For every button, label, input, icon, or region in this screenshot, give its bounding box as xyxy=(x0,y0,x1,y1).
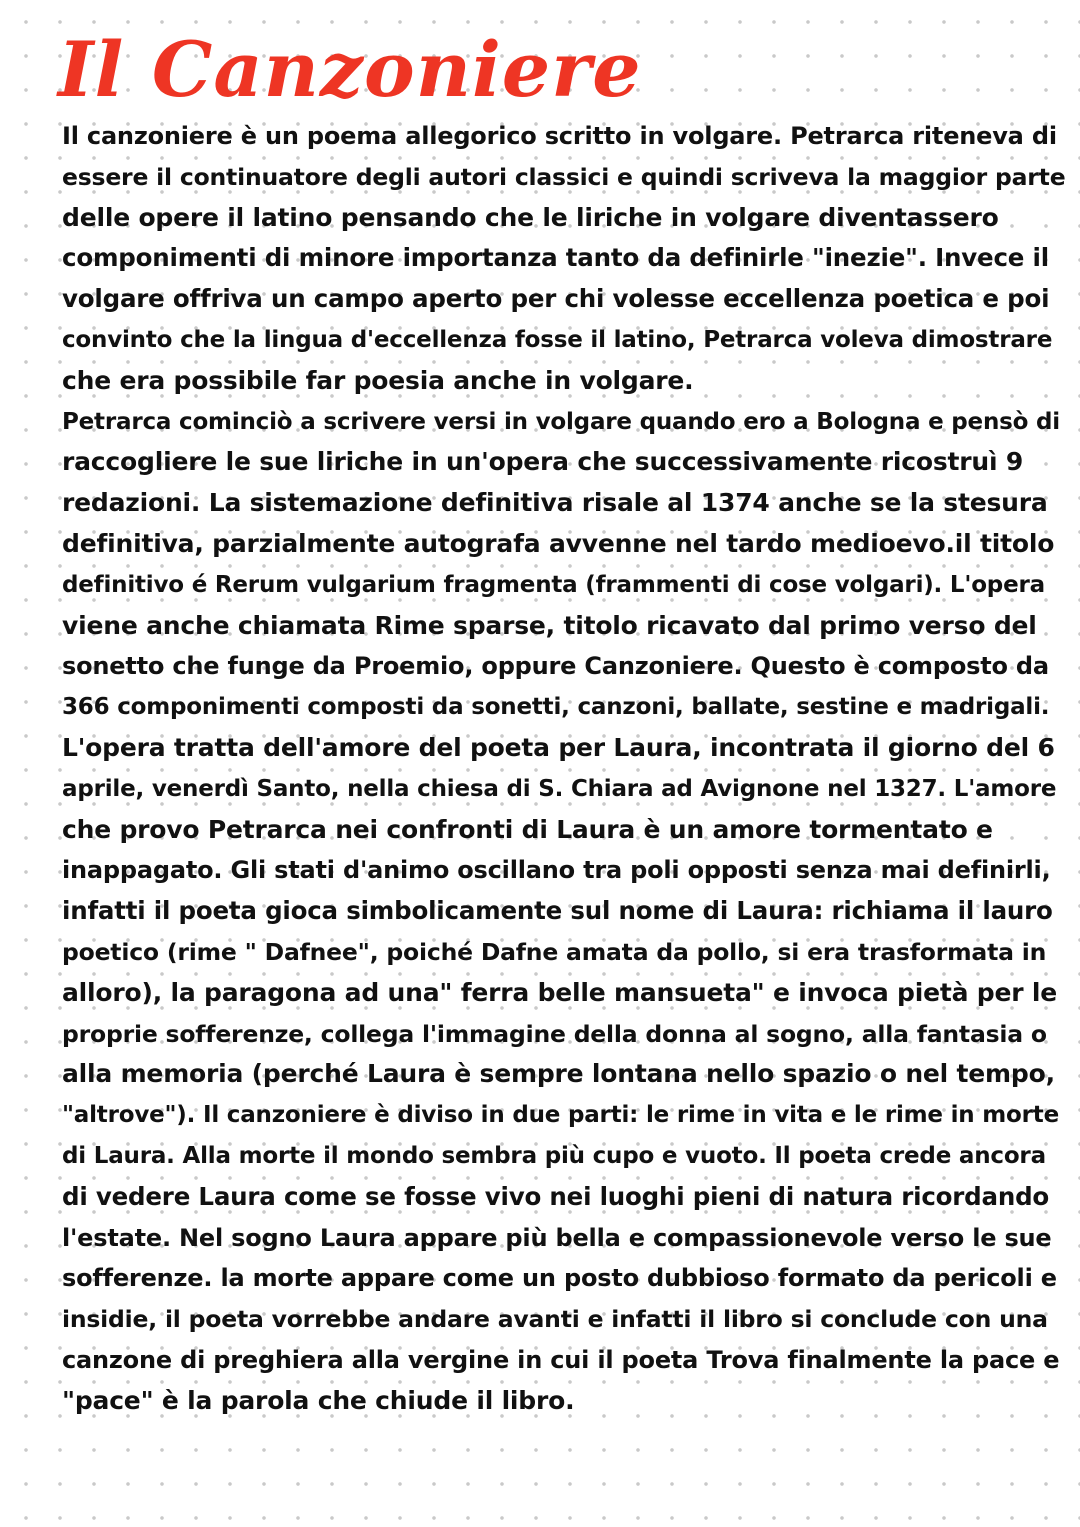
text-line: componimenti di minore importanza tanto da definirle "inezie". Invece il xyxy=(62,243,1049,273)
text-line: alloro), la paragona ad una" ferra belle mansueta" e invoca pietà per le xyxy=(62,977,1057,1007)
text-line: "pace" è la parola che chiude il libro. xyxy=(62,1385,575,1415)
text-line: definitiva, parzialmente autografa avvenne nel tardo medioevo.il titolo xyxy=(62,528,1055,558)
page-title: Il Canzoniere xyxy=(58,25,642,114)
text-line: di Laura. Alla morte il mondo sembra più cupo e vuoto. Il poeta crede ancora xyxy=(62,1142,1046,1169)
text-line: delle opere il latino pensando che le liriche in volgare diventassero xyxy=(62,202,999,232)
text-line: di vedere Laura come se fosse vivo nei luoghi pieni di natura ricordando xyxy=(62,1181,1050,1211)
text-line: volgare offriva un campo aperto per chi volesse eccellenza poetica e poi xyxy=(62,284,1050,314)
text-line: "altrove"). Il canzoniere è diviso in due parti: le rime in vita e le rime in morte xyxy=(62,1102,1059,1129)
text-line: che era possibile far poesia anche in volgare. xyxy=(62,365,694,395)
text-line: sofferenze. la morte appare come un posto dubbioso formato da pericoli e xyxy=(62,1264,1057,1293)
text-line: raccogliere le sue liriche in un'opera che successivamente ricostruì 9 xyxy=(62,447,1024,477)
text-line: inappagato. Gli stati d'animo oscillano tra poli opposti senza mai definirli, xyxy=(62,856,1051,885)
body-text xyxy=(62,116,1066,1422)
text-line: poetico (rime " Dafnee", poiché Dafne amata da pollo, si era trasformata in xyxy=(62,937,1047,966)
text-line: sonetto che funge da Proemio, oppure Canzoniere. Questo è composto da xyxy=(62,652,1049,681)
text-line: L'opera tratta dell'amore del poeta per Laura, incontrata il giorno del 6 xyxy=(62,732,1055,762)
text-line: convinto che la lingua d'eccellenza fosse il latino, Petrarca voleva dimostrare xyxy=(62,326,1053,353)
text-line: definitivo é Rerum vulgarium fragmenta (frammenti di cose volgari). L'opera xyxy=(62,571,1045,598)
text-line: che provo Petrarca nei confronti di Laura è un amore tormentato e xyxy=(62,814,993,844)
text-line: alla memoria (perché Laura è sempre lontana nello spazio o nel tempo, xyxy=(62,1059,1055,1089)
text-line: 366 componimenti composti da sonetti, canzoni, ballate, sestine e madrigali. xyxy=(62,694,1050,721)
text-line: viene anche chiamata Rime sparse, titolo ricavato dal primo verso del xyxy=(62,610,1037,640)
text-line: canzone di preghiera alla vergine in cui il poeta Trova finalmente la pace e xyxy=(62,1345,1060,1374)
text-line: aprile, venerdì Santo, nella chiesa di S. Chiara ad Avignone nel 1327. L'amore xyxy=(62,775,1057,802)
text-line: redazioni. La sistemazione definitiva risale al 1374 anche se la stesura xyxy=(62,488,1048,518)
text-line: proprie sofferenze, collega l'immagine della donna al sogno, alla fantasia o xyxy=(62,1019,1047,1048)
text-line: insidie, il poeta vorrebbe andare avanti e infatti il libro si conclude con una xyxy=(62,1305,1048,1334)
text-line: Il canzoniere è un poema allegorico scritto in volgare. Petrarca riteneva di xyxy=(62,122,1057,150)
text-line: Petrarca cominciò a scrivere versi in volgare quando ero a Bologna e pensò di xyxy=(62,408,1060,435)
text-line: essere il continuatore degli autori classici e quindi scriveva la maggior parte xyxy=(62,162,1066,191)
text-line: l'estate. Nel sogno Laura appare più bella e compassionevole verso le sue xyxy=(62,1223,1052,1252)
text-line: infatti il poeta gioca simbolicamente sul nome di Laura: richiama il lauro xyxy=(62,896,1053,926)
